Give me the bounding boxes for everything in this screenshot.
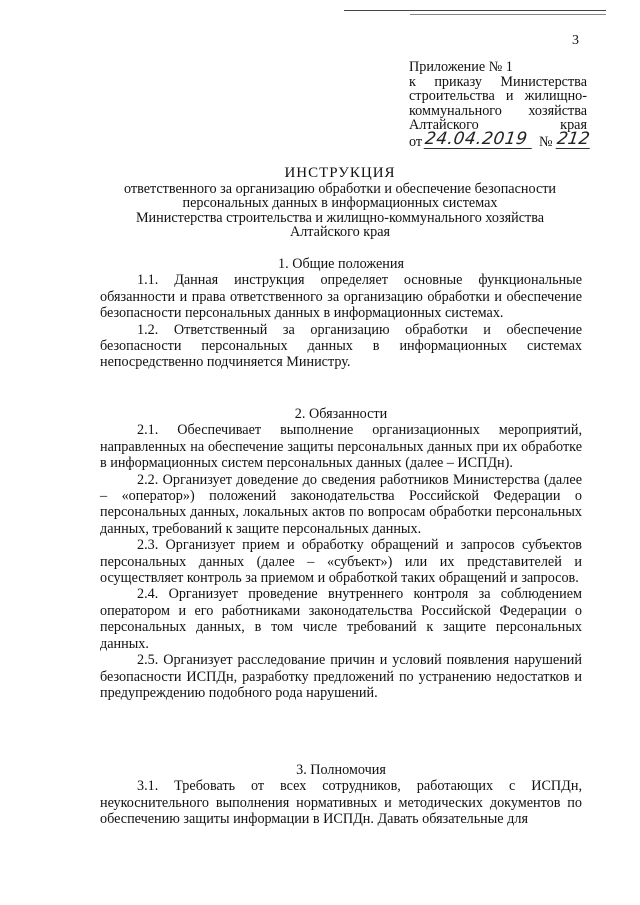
paragraph: 2.3. Организует прием и обработку обращений и запросов субъектов персональных данных (далее – «субъект») или их представителей и осуществляет контроль за приемом и обработкой таких обращений и запросов. [100, 537, 582, 587]
section-heading: 3. Полномочия [296, 762, 386, 778]
title-main: ИНСТРУКЦИЯ [284, 165, 396, 181]
appendix-ministry-line: строительства и жилищно- [409, 88, 587, 104]
handwritten-number: 212 [555, 128, 591, 149]
section-powers [100, 762, 582, 828]
paragraph: 2.4. Организует проведение внутреннего контроля за соблюдением оператором и его работниками законодательства Российской Федерации о персональных данных, в том числе требований к защите персональных данных. [100, 586, 582, 652]
appendix-header [409, 59, 591, 150]
section-heading: 2. Обязанности [294, 406, 388, 422]
appendix-date-number-row [409, 128, 591, 150]
number-prefix: № [539, 133, 553, 150]
page-number: 3 [572, 33, 579, 48]
paragraph: 2.2. Организует доведение до сведения работников Министерства (далее – «оператор») положений законодательства Российской Федерации о персональных данных, локальных актов по вопросам обработки персональных данных, требований к защите персональных данных. [100, 471, 582, 537]
section-heading: 1. Общие положения [278, 256, 404, 272]
appendix-region-line: Алтайского края [409, 117, 587, 133]
appendix-order-line: к приказу Министерства [409, 73, 587, 90]
paragraph: 1.1. Данная инструкция определяет основные функциональные обязанности и права ответственного за организацию обработки и обеспечение безопасности персональных данных в информационных системах. [100, 272, 582, 322]
title-line-1: ответственного за организацию обработки и обеспечение безопасности [123, 180, 557, 197]
appendix-ministry-line-2: коммунального хозяйства [409, 102, 587, 119]
handwritten-date: 24.04.2019 [424, 130, 535, 149]
top-rule [344, 10, 606, 11]
top-rule-secondary [410, 14, 606, 15]
title-line-4: Алтайского края [289, 224, 391, 240]
date-prefix: от [409, 133, 423, 150]
paragraph: 2.5. Организует расследование причин и условий появления нарушений безопасности ИСПДн, разработку предложений по устранению недостатков и предупреждению подобного рода нарушений. [100, 652, 582, 701]
paragraph: 1.2. Ответственный за организацию обработки и обеспечение безопасности персональных данных в информационных системах непосредственно подчиняется Министру. [100, 321, 582, 371]
document-title [100, 166, 580, 240]
title-line-3: Министерства строительства и жилищно-коммунального хозяйства [135, 209, 545, 226]
title-line-2: персональных данных в информационных системах [182, 195, 498, 211]
section-duties [100, 406, 582, 701]
appendix-title: Приложение № 1 [409, 59, 513, 75]
paragraph: 3.1. Требовать от всех сотрудников, работающих с ИСПДн, неукоснительного выполнения нормативных и методических документов по обеспечению защиты информации в ИСПДн. Давать обязательные для [100, 778, 582, 828]
section-general [100, 256, 582, 371]
paragraph: 2.1. Обеспечивает выполнение организационных мероприятий, направленных на обеспечение защиты персональных данных при их обработке в информационных систем персональных данных (далее – ИСПДн). [100, 422, 582, 472]
